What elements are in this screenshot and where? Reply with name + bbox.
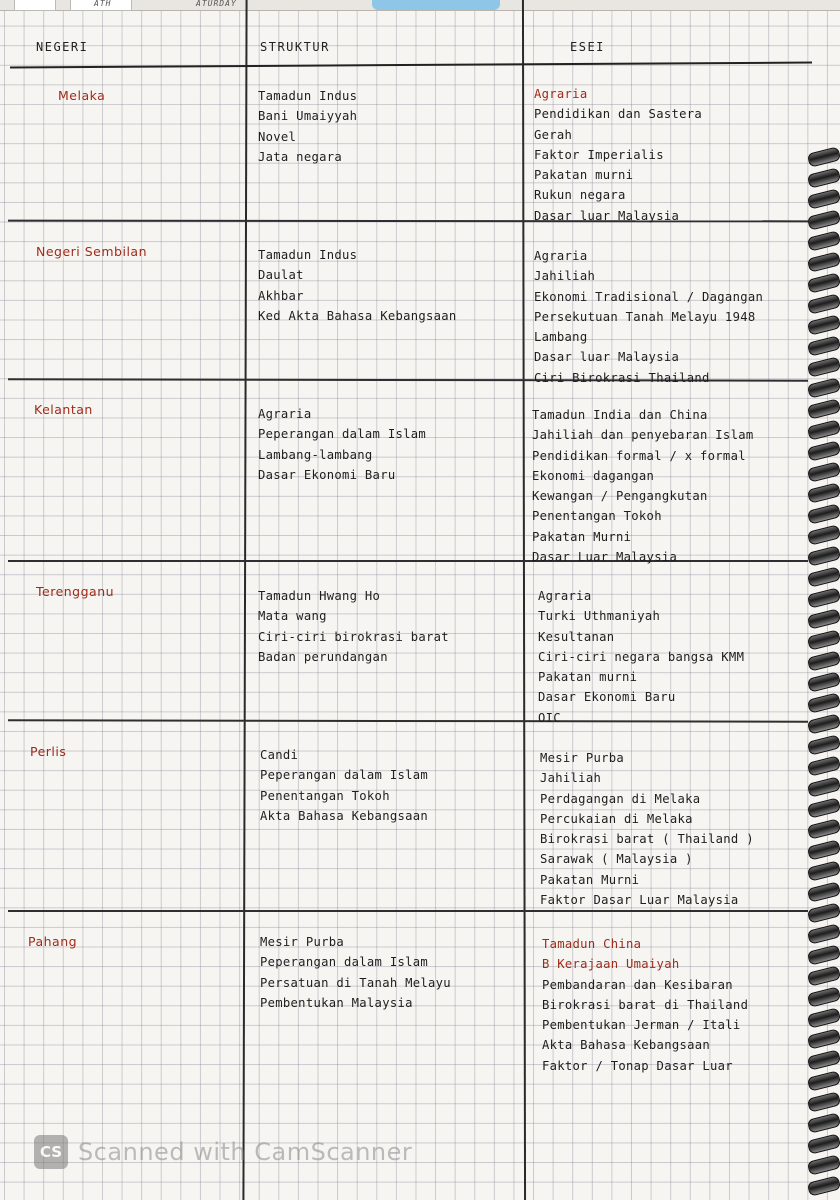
esei-item: Pendidikan formal / x formal [532,448,746,463]
esei-item: Sarawak ( Malaysia ) [540,852,693,867]
struktur-item: Mesir Purba [260,935,345,949]
spiral-ring [807,629,840,650]
spiral-ring [807,482,840,503]
struktur-item: Tamadun Hwang Ho [258,589,381,603]
spiral-ring [807,713,840,734]
esei-list [542,934,748,1076]
struktur-item: Akta Bahasa Kebangsaan [260,808,429,823]
watermark-text: Scanned with CamScanner [78,1138,413,1166]
esei-item: Tamadun China [542,937,642,951]
struktur-item: Akhbar [258,288,304,303]
spiral-ring [807,1154,840,1175]
esei-list [534,84,702,226]
esei-item: Tamadun India dan China [532,408,708,422]
esei-item: Ekonomi Tradisional / Dagangan [534,289,764,304]
spiral-ring [807,965,840,986]
esei-item: Pakatan Murni [532,529,632,544]
spiral-ring [807,293,840,314]
struktur-list [258,86,357,167]
esei-list [538,586,744,728]
state-name: Kelantan [34,402,93,417]
esei-item: Pakatan murni [538,670,638,685]
spiral-ring [807,818,840,839]
header-negeri: NEGERI [36,40,89,54]
esei-item: Agraria [534,87,588,101]
esei-item: Pakatan murni [534,168,634,183]
spiral-ring [807,1049,840,1070]
top-strip-right-text: ATURDAY [196,0,237,8]
esei-item: B Kerajaan Umaiyah [542,957,680,972]
spiral-ring [807,944,840,965]
esei-item: Jahiliah [540,771,602,786]
esei-item: Ciri Birokrasi Thailand [534,370,710,385]
esei-item: Mesir Purba [540,751,625,765]
struktur-list [260,932,451,1013]
spiral-ring [807,461,840,482]
esei-item: Agraria [534,249,588,263]
spiral-ring [807,335,840,356]
top-strip-left-text: ATH [94,0,112,8]
esei-item: Faktor Imperialis [534,147,664,162]
struktur-item: Tamadun Indus [258,248,358,262]
esei-item: Turki Uthmaniyah [538,609,661,624]
struktur-item: Novel [258,129,297,144]
spiral-ring [807,167,840,188]
spiral-ring [807,146,840,167]
spiral-ring [807,1091,840,1112]
spiral-ring [807,545,840,566]
spiral-ring [807,272,840,293]
header-struktur: STRUKTUR [260,40,330,54]
spiral-ring [807,566,840,587]
spiral-ring [807,419,840,440]
esei-item: Lambang [534,330,588,345]
spiral-ring [807,314,840,335]
struktur-item: Lambang-lambang [258,447,373,462]
spiral-ring [807,671,840,692]
esei-item: Dasar Luar Malaysia [532,550,678,565]
spiral-ring [807,377,840,398]
spiral-ring [807,1007,840,1028]
esei-item: Jahiliah [534,269,596,284]
spiral-ring [807,923,840,944]
camscanner-logo-icon: CS [34,1135,68,1169]
struktur-list [258,404,426,485]
spiral-ring [807,608,840,629]
esei-item: Faktor Dasar Luar Malaysia [540,893,739,908]
esei-list [532,405,754,567]
spiral-ring [807,734,840,755]
struktur-item: Daulat [258,268,304,283]
spiral-ring [807,881,840,902]
struktur-item: Mata wang [258,609,327,624]
spiral-ring [807,1070,840,1091]
esei-item: Gerah [534,127,573,142]
esei-item: Dasar luar Malaysia [534,208,680,223]
struktur-item: Tamadun Indus [258,89,358,103]
spiral-ring [807,755,840,776]
esei-item: Perdagangan di Melaka [540,791,701,806]
esei-item: Rukun negara [534,188,626,203]
spiral-ring [807,839,840,860]
struktur-item: Pembentukan Malaysia [260,995,413,1010]
esei-item: OIC [538,710,561,725]
esei-item: Birokrasi barat di Thailand [542,997,749,1012]
spiral-ring [807,1112,840,1133]
state-name: Perlis [30,744,67,759]
camscanner-watermark [34,1134,412,1170]
esei-list [534,246,763,388]
spiral-ring [807,650,840,671]
header-underline [10,62,812,69]
spiral-ring [807,986,840,1007]
esei-item: Pakatan Murni [540,872,640,887]
esei-item: Jahiliah dan penyebaran Islam [532,428,754,443]
esei-item: Penentangan Tokoh [532,509,662,524]
struktur-list [258,586,449,667]
spiral-ring [807,1133,840,1154]
esei-list [540,748,754,910]
spiral-ring [807,797,840,818]
spiral-ring [807,356,840,377]
spiral-binding [808,0,840,1200]
struktur-item: Candi [260,748,299,762]
column-divider [242,0,247,1200]
esei-item: Agraria [538,589,592,603]
struktur-item: Penentangan Tokoh [260,788,390,803]
spiral-ring [807,209,840,230]
struktur-item: Peperangan dalam Islam [258,427,427,442]
struktur-item: Dasar Ekonomi Baru [258,467,396,482]
spiral-ring [807,860,840,881]
struktur-item: Ked Akta Bahasa Kebangsaan [258,308,457,323]
spiral-ring [807,188,840,209]
esei-item: Birokrasi barat ( Thailand ) [540,832,754,847]
spiral-ring [807,1175,840,1196]
struktur-item: Persatuan di Tanah Melayu [260,975,451,990]
struktur-item: Ciri-ciri birokrasi barat [258,629,449,644]
esei-item: Faktor / Tonap Dasar Luar [542,1058,733,1073]
spiral-ring [807,398,840,419]
esei-item: Pembandaran dan Kesibaran [542,977,733,992]
struktur-list [260,745,428,826]
spiral-ring [807,587,840,608]
column-divider [522,0,526,1200]
struktur-list [258,245,457,326]
struktur-item: Bani Umaiyyah [258,109,358,124]
state-name: Terengganu [36,584,115,599]
esei-item: Dasar luar Malaysia [534,350,680,365]
spiral-ring [807,692,840,713]
state-name: Melaka [58,88,106,103]
esei-item: Pendidikan dan Sastera [534,107,703,122]
header-esei: ESEI [570,40,605,54]
struktur-item: Jata negara [258,149,343,164]
blue-tab [372,0,500,10]
esei-item: Dasar Ekonomi Baru [538,690,676,705]
esei-item: Kesultanan [538,629,615,644]
esei-item: Persekutuan Tanah Melayu 1948 [534,309,756,324]
page-tab [14,0,56,11]
struktur-item: Peperangan dalam Islam [260,955,429,970]
state-name: Negeri Sembilan [36,244,148,259]
spiral-ring [807,230,840,251]
esei-item: Ciri-ciri negara bangsa KMM [538,649,745,664]
struktur-item: Badan perundangan [258,649,388,664]
spiral-ring [807,902,840,923]
state-name: Pahang [28,934,78,949]
top-strip [0,0,840,11]
esei-item: Akta Bahasa Kebangsaan [542,1038,711,1053]
esei-item: Kewangan / Pengangkutan [532,489,708,504]
spiral-ring [807,440,840,461]
spiral-ring [807,503,840,524]
struktur-item: Peperangan dalam Islam [260,768,429,783]
spiral-ring [807,524,840,545]
spiral-ring [807,1028,840,1049]
spiral-ring [807,776,840,797]
esei-item: Ekonomi dagangan [532,468,655,483]
struktur-item: Agraria [258,407,312,421]
spiral-ring [807,251,840,272]
esei-item: Pembentukan Jerman / Itali [542,1018,741,1033]
esei-item: Percukaian di Melaka [540,811,693,826]
